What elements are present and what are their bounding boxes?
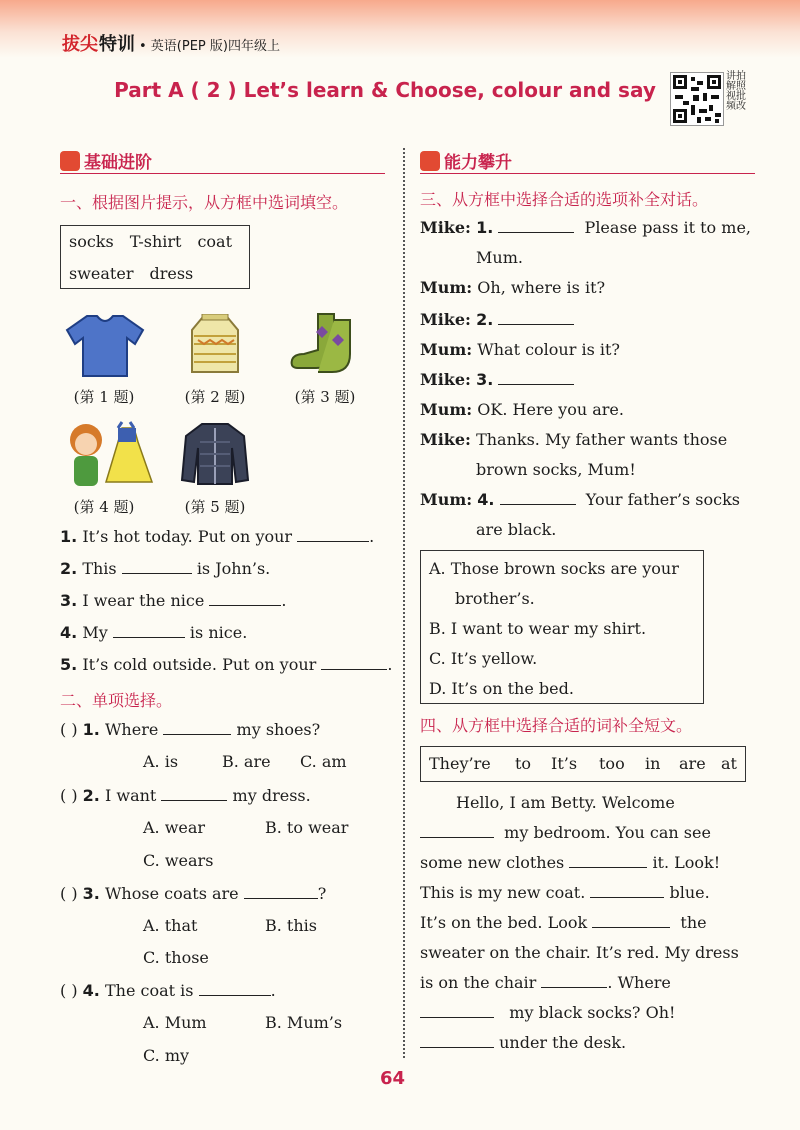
answer-blank[interactable]	[541, 973, 607, 988]
answer-paren[interactable]: ( )	[60, 884, 78, 903]
mc-question-1	[60, 720, 320, 739]
answer-blank[interactable]	[500, 490, 576, 505]
section-icon	[420, 151, 440, 171]
dialog-line: Mum: Oh, where is it?	[420, 278, 606, 297]
word-option: coat	[197, 232, 233, 251]
question-text: This	[82, 559, 117, 578]
dialog-line: are black.	[476, 520, 557, 539]
answer-paren[interactable]: ( )	[60, 720, 78, 739]
book-subtitle: • 英语(PEP 版)四年级上	[139, 39, 280, 54]
word-choice-box	[420, 746, 746, 782]
question-text: Where	[104, 720, 159, 739]
sweater-picture	[188, 314, 242, 376]
answer-blank[interactable]	[498, 310, 574, 325]
word-option: sweater	[69, 264, 134, 283]
question-number: 2.	[60, 559, 78, 578]
mc-option[interactable]: A. wear	[143, 818, 206, 837]
question-text: my dress.	[232, 786, 311, 805]
caption: (第 3 题)	[294, 388, 356, 406]
answer-blank[interactable]	[244, 884, 318, 899]
section-header-advanced	[420, 148, 755, 176]
caption: (第 5 题)	[184, 498, 246, 516]
fill-question-1	[60, 527, 374, 546]
question-number: 4.	[82, 981, 100, 1000]
question-text: My	[82, 623, 108, 642]
word-option: too	[599, 754, 625, 773]
part4-instruction: 四、从方框中选择合适的词补全短文。	[420, 716, 693, 735]
answer-blank[interactable]	[592, 913, 670, 928]
mc-question-4	[60, 981, 276, 1000]
option-item: brother’s.	[455, 589, 535, 608]
mc-question-3	[60, 884, 326, 903]
passage-line: This is my new coat. blue.	[420, 883, 710, 902]
question-number: 4.	[60, 623, 78, 642]
dialog-line: Mum.	[476, 248, 523, 267]
answer-blank[interactable]	[163, 720, 231, 735]
answer-blank[interactable]	[498, 218, 574, 233]
section-header-basic	[60, 148, 385, 176]
dialog-line: Mum: 4. Your father’s socks	[420, 490, 741, 509]
part1-instruction: 一、根据图片提示，从方框中选词填空。	[60, 193, 349, 212]
word-option: socks	[69, 232, 114, 251]
option-item: B. I want to wear my shirt.	[429, 619, 647, 638]
dialog-line: Mum: OK. Here you are.	[420, 400, 624, 419]
passage-line: under the desk.	[420, 1033, 626, 1052]
section-icon	[60, 151, 80, 171]
mc-option[interactable]: C. am	[300, 752, 347, 771]
caption: (第 2 题)	[184, 388, 246, 406]
caption: (第 1 题)	[73, 388, 135, 406]
mc-question-2	[60, 786, 311, 805]
answer-blank[interactable]	[113, 623, 185, 638]
question-number: 1.	[60, 527, 78, 546]
option-item: A. Those brown socks are your	[429, 559, 679, 578]
question-text: .	[387, 655, 393, 674]
mc-option[interactable]: C. my	[143, 1046, 190, 1065]
dialog-line: Mike: Thanks. My father wants those	[420, 430, 728, 449]
question-number: 2.	[82, 786, 100, 805]
mc-option[interactable]: B. to wear	[265, 818, 349, 837]
answer-blank[interactable]	[209, 591, 281, 606]
answer-blank[interactable]	[122, 559, 192, 574]
section-title: 基础进阶	[84, 153, 152, 173]
mc-option[interactable]: A. is	[143, 752, 179, 771]
section-title: 能力攀升	[444, 153, 512, 173]
dialog-line: Mike: 2.	[420, 310, 574, 329]
dialog-line: Mike: 3.	[420, 370, 574, 389]
answer-blank[interactable]	[321, 655, 387, 670]
question-number: 3.	[60, 591, 78, 610]
word-box	[60, 225, 250, 289]
word-option: dress	[149, 264, 194, 283]
answer-blank[interactable]	[569, 853, 647, 868]
page-number: 64	[380, 1068, 406, 1089]
question-text: my shoes?	[236, 720, 321, 739]
girl-dress-picture	[64, 418, 154, 490]
answer-blank[interactable]	[420, 1003, 494, 1018]
answer-blank[interactable]	[161, 786, 227, 801]
mc-option[interactable]: B. this	[265, 916, 317, 935]
fill-question-3	[60, 591, 286, 610]
dialog-line: Mike: 1. Please pass it to me,	[420, 218, 751, 237]
question-text: is John’s.	[196, 559, 271, 578]
word-option: to	[515, 754, 532, 773]
page-title: Part A ( 2 ) Let’s learn & Choose, colour and say	[114, 78, 656, 102]
question-text: is nice.	[189, 623, 248, 642]
dialog-line: Mum: What colour is it?	[420, 340, 621, 359]
word-option: at	[721, 754, 737, 773]
passage-line: some new clothes it. Look!	[420, 853, 721, 872]
answer-blank[interactable]	[420, 1033, 494, 1048]
passage-line: is on the chair . Where	[420, 973, 671, 992]
passage-line: my bedroom. You can see	[420, 823, 711, 842]
question-text: It’s hot today. Put on your	[82, 527, 293, 546]
question-text: Whose coats are	[104, 884, 239, 903]
question-text: It’s cold outside. Put on your	[82, 655, 317, 674]
question-text: I want	[104, 786, 157, 805]
word-option: are	[679, 754, 706, 773]
question-number: 1.	[82, 720, 100, 739]
word-option: T-shirt	[129, 232, 182, 251]
mc-option[interactable]: A. that	[143, 916, 198, 935]
qr-note: 讲拍解照视批频改	[726, 71, 746, 112]
fill-question-2	[60, 559, 270, 578]
dialog-line: brown socks, Mum!	[476, 460, 636, 479]
question-text: ?	[317, 884, 327, 903]
answer-blank[interactable]	[199, 981, 271, 996]
question-text: The coat is	[104, 981, 194, 1000]
fill-question-5	[60, 655, 392, 674]
passage-line: my black socks? Oh!	[420, 1003, 675, 1022]
option-item: C. It’s yellow.	[429, 649, 538, 668]
answer-blank[interactable]	[590, 883, 664, 898]
answer-blank[interactable]	[498, 370, 574, 385]
answer-blank[interactable]	[420, 823, 494, 838]
question-text: I wear the nice	[82, 591, 205, 610]
caption: (第 4 题)	[73, 498, 135, 516]
answer-blank[interactable]	[297, 527, 369, 542]
dialog-options-box	[420, 550, 704, 704]
brand-black: 特训	[99, 34, 135, 55]
word-option: They’re	[429, 754, 491, 773]
mc-option[interactable]: B. Mum’s	[265, 1013, 343, 1032]
mc-option[interactable]: B. are	[222, 752, 271, 771]
fill-question-4	[60, 623, 247, 642]
word-option: It’s	[551, 754, 578, 773]
question-number: 5.	[60, 655, 78, 674]
socks-picture	[288, 310, 358, 376]
question-number: 3.	[82, 884, 100, 903]
mc-option[interactable]: C. those	[143, 948, 209, 967]
word-option: in	[645, 754, 661, 773]
answer-paren[interactable]: ( )	[60, 981, 78, 1000]
answer-paren[interactable]: ( )	[60, 786, 78, 805]
passage-line: sweater on the chair. It’s red. My dress	[420, 943, 739, 962]
question-text: .	[281, 591, 287, 610]
book-brand	[62, 30, 280, 56]
column-divider	[403, 148, 405, 1058]
question-text: .	[270, 981, 276, 1000]
passage-line: Hello, I am Betty. Welcome	[456, 793, 675, 812]
coat-picture	[180, 420, 250, 486]
mc-option[interactable]: A. Mum	[143, 1013, 207, 1032]
tshirt-picture	[65, 312, 145, 378]
question-text: .	[369, 527, 375, 546]
mc-option[interactable]: C. wears	[143, 851, 214, 870]
passage-line: It’s on the bed. Look the	[420, 913, 707, 932]
brand-red: 拔尖	[62, 34, 98, 55]
part3-instruction: 三、从方框中选择合适的选项补全对话。	[420, 190, 709, 209]
part2-instruction: 二、单项选择。	[60, 691, 173, 710]
qr-code-icon[interactable]	[670, 72, 724, 126]
option-item: D. It’s on the bed.	[429, 679, 574, 698]
